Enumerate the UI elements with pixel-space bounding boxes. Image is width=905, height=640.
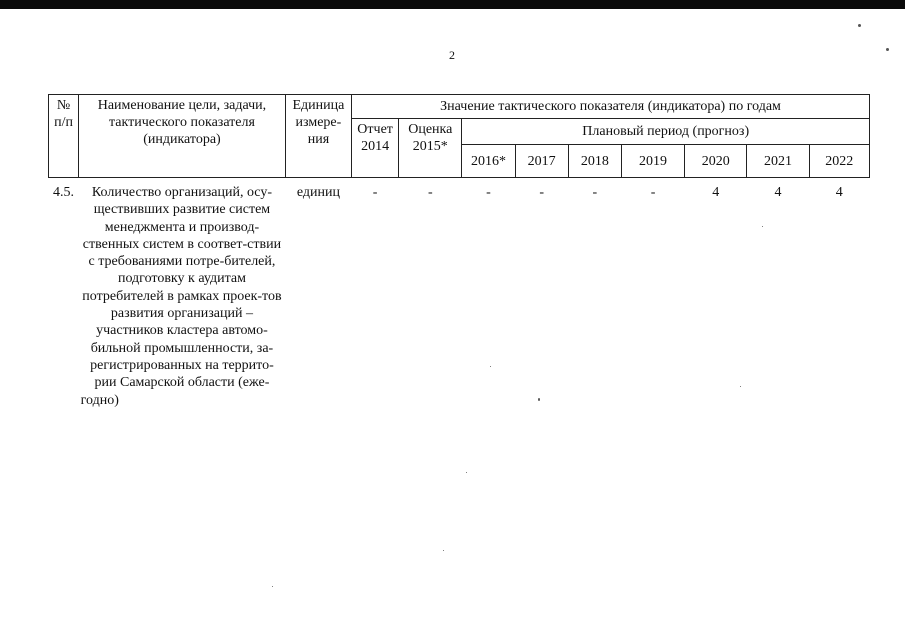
indicators-table: [48, 94, 870, 409]
scan-speck: [490, 366, 491, 367]
header-name: Наименование цели, задачи, тактического показателя (индикатора): [79, 95, 286, 178]
header-year: 2019: [621, 145, 684, 178]
top-border: [0, 0, 905, 9]
row-value-report-2014: -: [372, 185, 378, 200]
header-plan-period: Плановый период (прогноз): [462, 119, 870, 145]
scan-speck: [466, 472, 467, 473]
row-value-2022: 4: [835, 185, 843, 200]
row-value-2021: 4: [774, 185, 782, 200]
row-unit: единиц: [296, 185, 340, 200]
table-row: [49, 178, 870, 409]
scan-speck: [272, 586, 273, 587]
header-report: Отчет 2014: [352, 119, 399, 178]
header-number: № п/п: [49, 95, 79, 178]
scan-speck: [443, 550, 444, 551]
row-value-2018: -: [592, 185, 598, 200]
header-year: 2016*: [462, 145, 515, 178]
header-unit: Единица измере-ния: [285, 95, 351, 178]
header-estimate: Оценка 2015*: [399, 119, 462, 178]
scan-speck: [858, 24, 861, 27]
header-year: 2022: [809, 145, 869, 178]
scan-speck: [740, 386, 741, 387]
row-indicator-name: Количество организаций, осу-ществивших развитие систем менеджмента и производ-ственных систем в соответ-ствии с требованиями потре-бителей, подготовку к аудитам потребителей в рамках проек-тов развития организаций – участников кластера автомо-бильной промышленности, за-регистрированных на террито-рии Самарской области (еже-годно): [80, 185, 282, 408]
scan-speck: [538, 398, 540, 401]
scan-speck: [762, 226, 763, 227]
row-value-2019: -: [650, 185, 656, 200]
header-year: 2018: [568, 145, 621, 178]
row-value-2017: -: [539, 185, 544, 200]
row-number: 4.5.: [53, 185, 75, 200]
row-value-estimate-2015: -: [427, 185, 433, 200]
header-year: 2021: [747, 145, 809, 178]
row-value-2016: -: [486, 185, 491, 200]
header-year: 2017: [515, 145, 568, 178]
scan-speck: [886, 48, 889, 51]
header-year: 2020: [685, 145, 747, 178]
header-values-group: Значение тактического показателя (индикатора) по годам: [352, 95, 870, 119]
page-number: 2: [449, 48, 455, 62]
row-value-2020: 4: [712, 185, 720, 200]
